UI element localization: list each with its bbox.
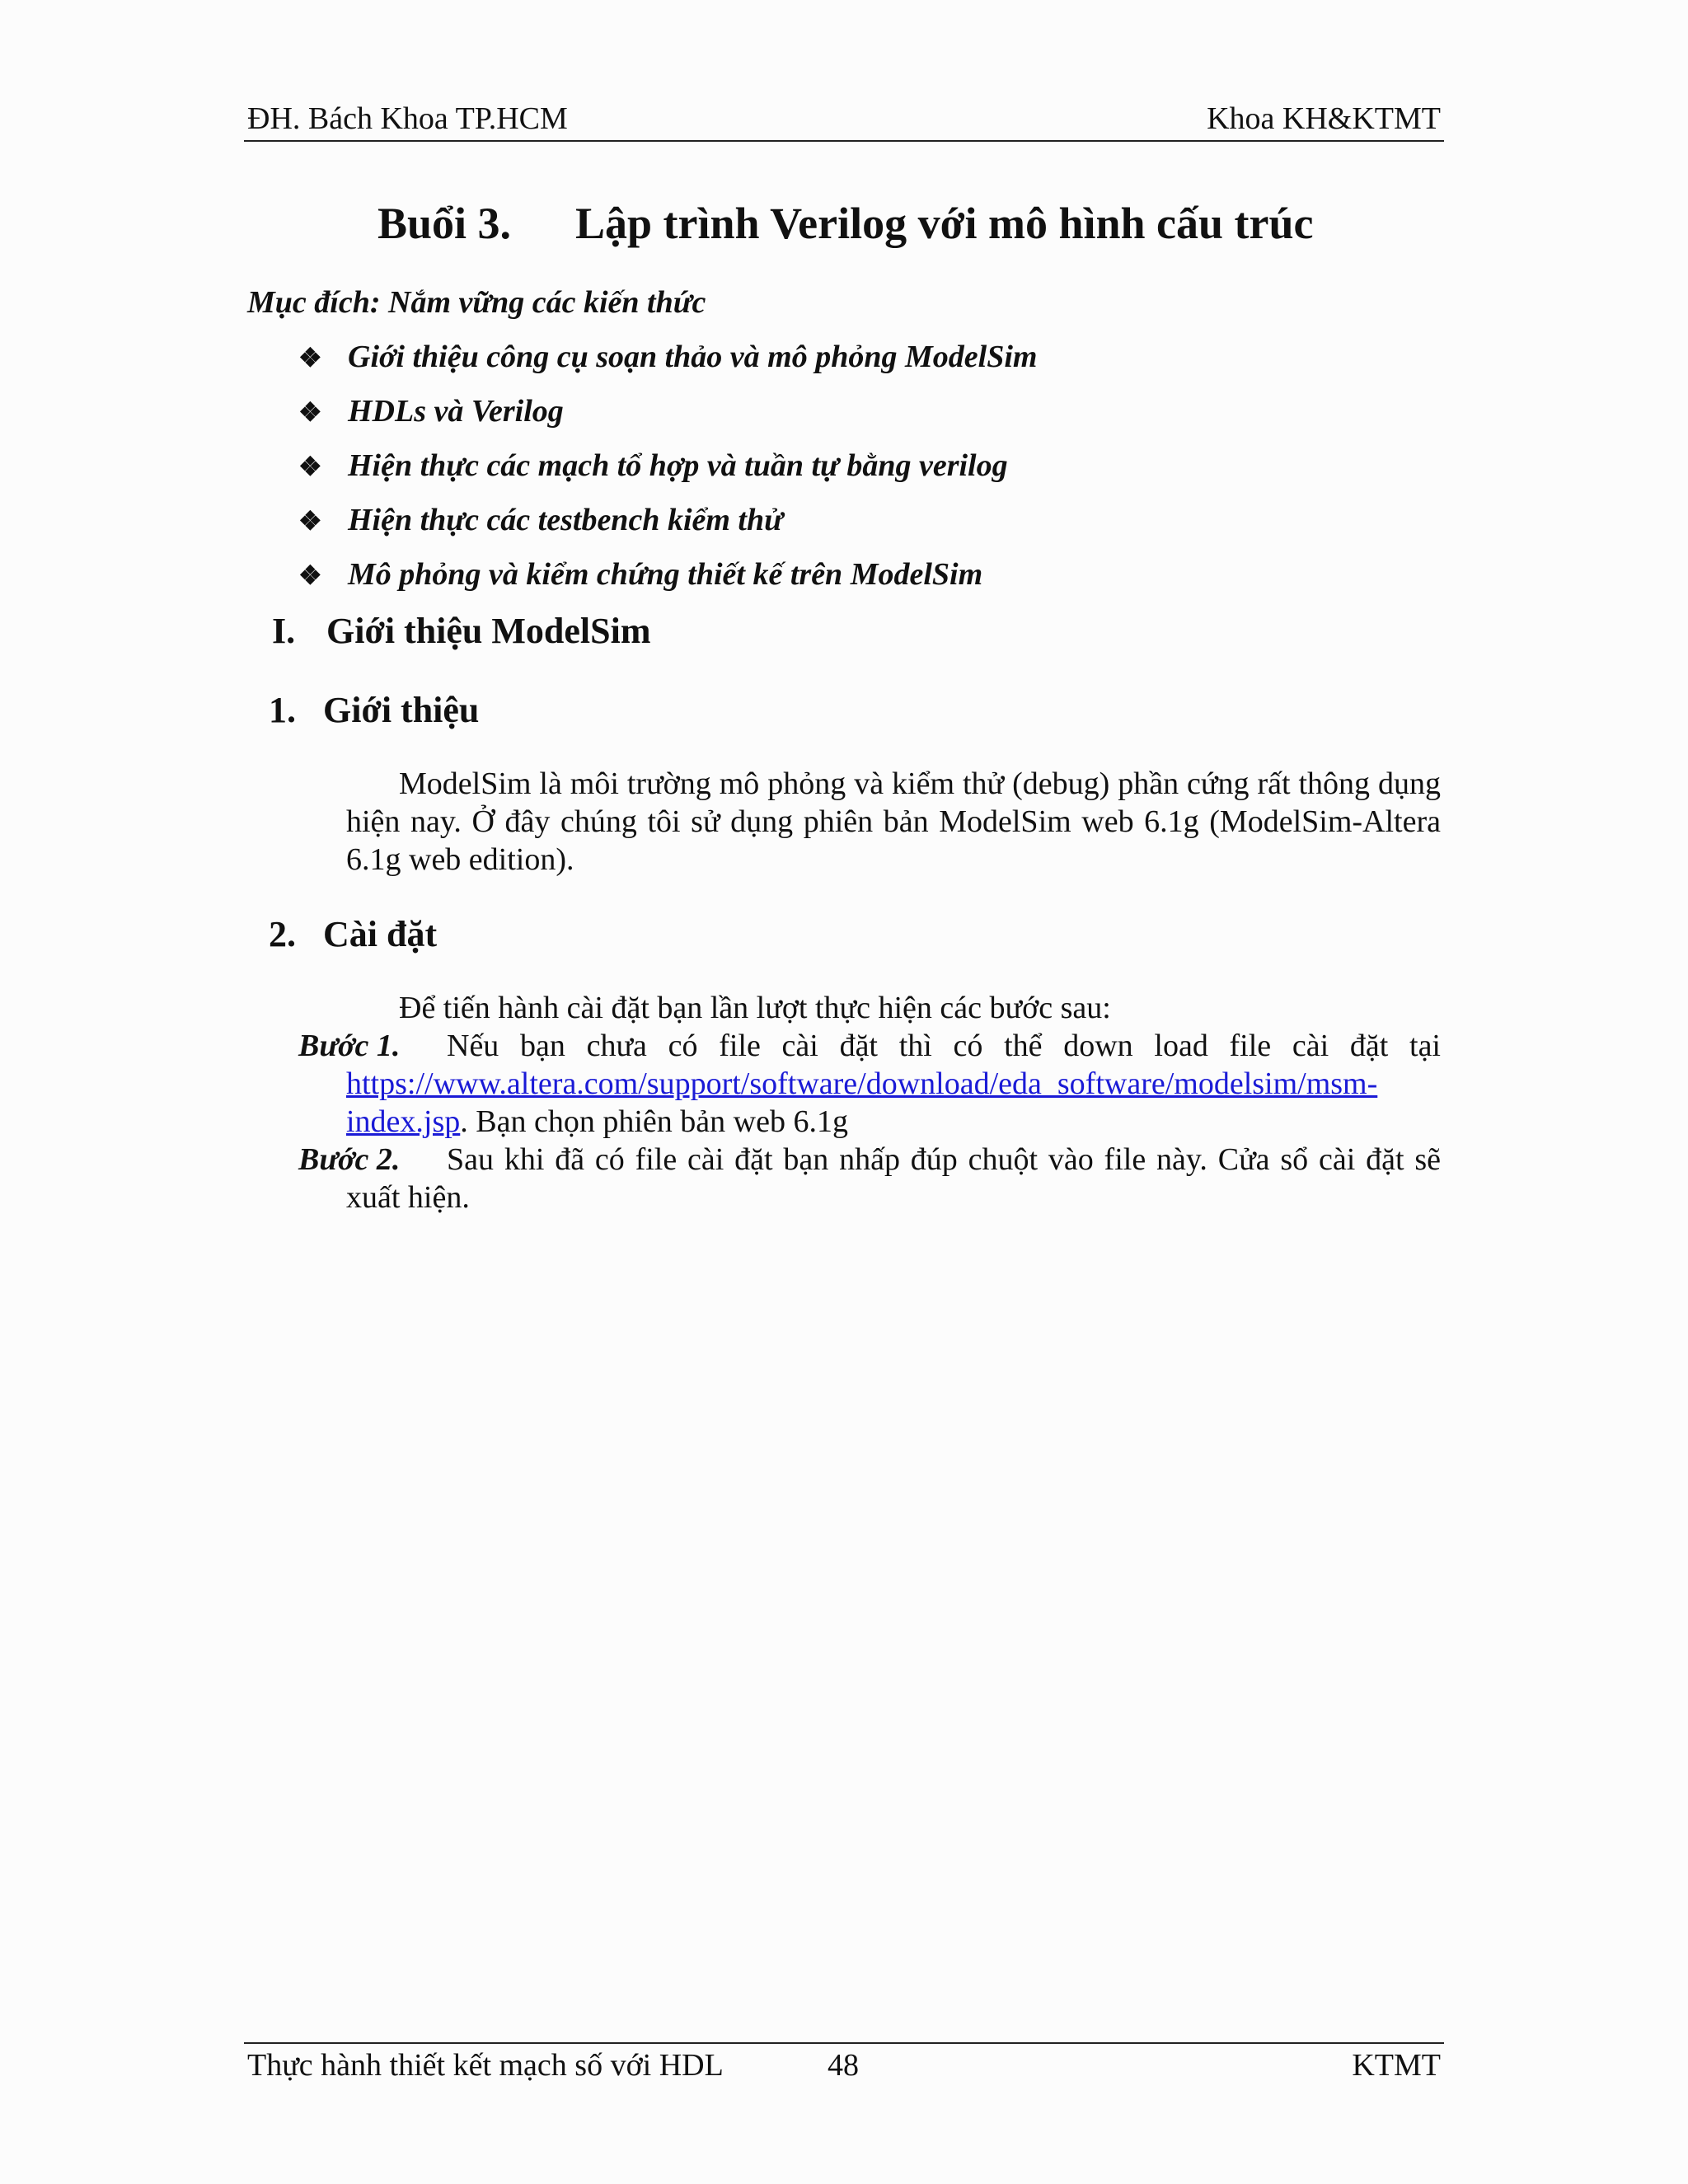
step-1: Bước 1. Nếu bạn chưa có file cài đặt thì có thể down load file cài đặt tại https://www.altera.com/support/software/download/eda_software/modelsim/msm-index.jsp. Bạn chọn phiên bản web 6.1g (298, 1029, 1441, 1139)
page-number: 48 (828, 2048, 859, 2083)
header-divider (244, 140, 1444, 142)
step-2 (298, 1141, 1441, 1216)
footer-department: KTMT (1352, 2048, 1441, 2083)
step-text: Sau khi đã có file cài đặt bạn nhấp đúp chuột vào file này. Cửa sổ cài đặt sẽ xuất hiện. (346, 1142, 1441, 1215)
download-link[interactable]: https://www.altera.com/support/software/download/eda_software/modelsim/msm-index.jsp (346, 1066, 1378, 1139)
install-intro: Để tiến hành cài đặt bạn lần lượt thực hiện các bước sau: (399, 991, 1111, 1025)
list-item: ❖ HDLs và Verilog (298, 391, 1037, 445)
step-label: Bước 1. (298, 1029, 401, 1063)
list-item: ❖ Hiện thực các testbench kiểm thử (298, 499, 1037, 554)
objectives-list (298, 336, 1037, 608)
diamond-bullet-icon: ❖ (298, 506, 322, 536)
objectives-heading: Mục đích: Nắm vững các kiến thức (247, 285, 706, 320)
list-item: ❖ Hiện thực các mạch tổ hợp và tuần tự bằng verilog (298, 445, 1037, 499)
diamond-bullet-icon: ❖ (298, 343, 322, 373)
header-faculty: Khoa KH&KTMT (1207, 101, 1441, 136)
diamond-bullet-icon: ❖ (298, 397, 322, 427)
subsection-heading-install: 2. Cài đặt (269, 914, 438, 954)
list-item: ❖ Giới thiệu công cụ soạn thảo và mô phỏng ModelSim (298, 336, 1037, 391)
subsection-heading-intro: 1. Giới thiệu (269, 690, 480, 730)
footer-course: Thực hành thiết kết mạch số với HDL (247, 2048, 724, 2083)
intro-paragraph: ModelSim là môi trường mô phỏng và kiểm thử (debug) phần cứng rất thông dụng hiện nay. Ở đây chúng tôi sử dụng phiên bản ModelSim web 6.1g (ModelSim-Altera 6.1g web edition). (346, 766, 1441, 877)
title-number: Buổi 3. (377, 199, 512, 248)
section-heading: I. Giới thiệu ModelSim (272, 611, 651, 651)
header-university: ĐH. Bách Khoa TP.HCM (247, 101, 568, 136)
step-text: Nếu bạn chưa có file cài đặt thì có thể down load file cài đặt tại (447, 1029, 1441, 1063)
diamond-bullet-icon: ❖ (298, 452, 322, 481)
step-label: Bước 2. (298, 1142, 401, 1177)
title-text: Lập trình Verilog với mô hình cấu trúc (575, 199, 1314, 248)
page-title (377, 198, 1314, 249)
list-item: ❖ Mô phỏng và kiểm chứng thiết kế trên ModelSim (298, 554, 1037, 608)
diamond-bullet-icon: ❖ (298, 560, 322, 590)
footer-divider (244, 2042, 1444, 2044)
